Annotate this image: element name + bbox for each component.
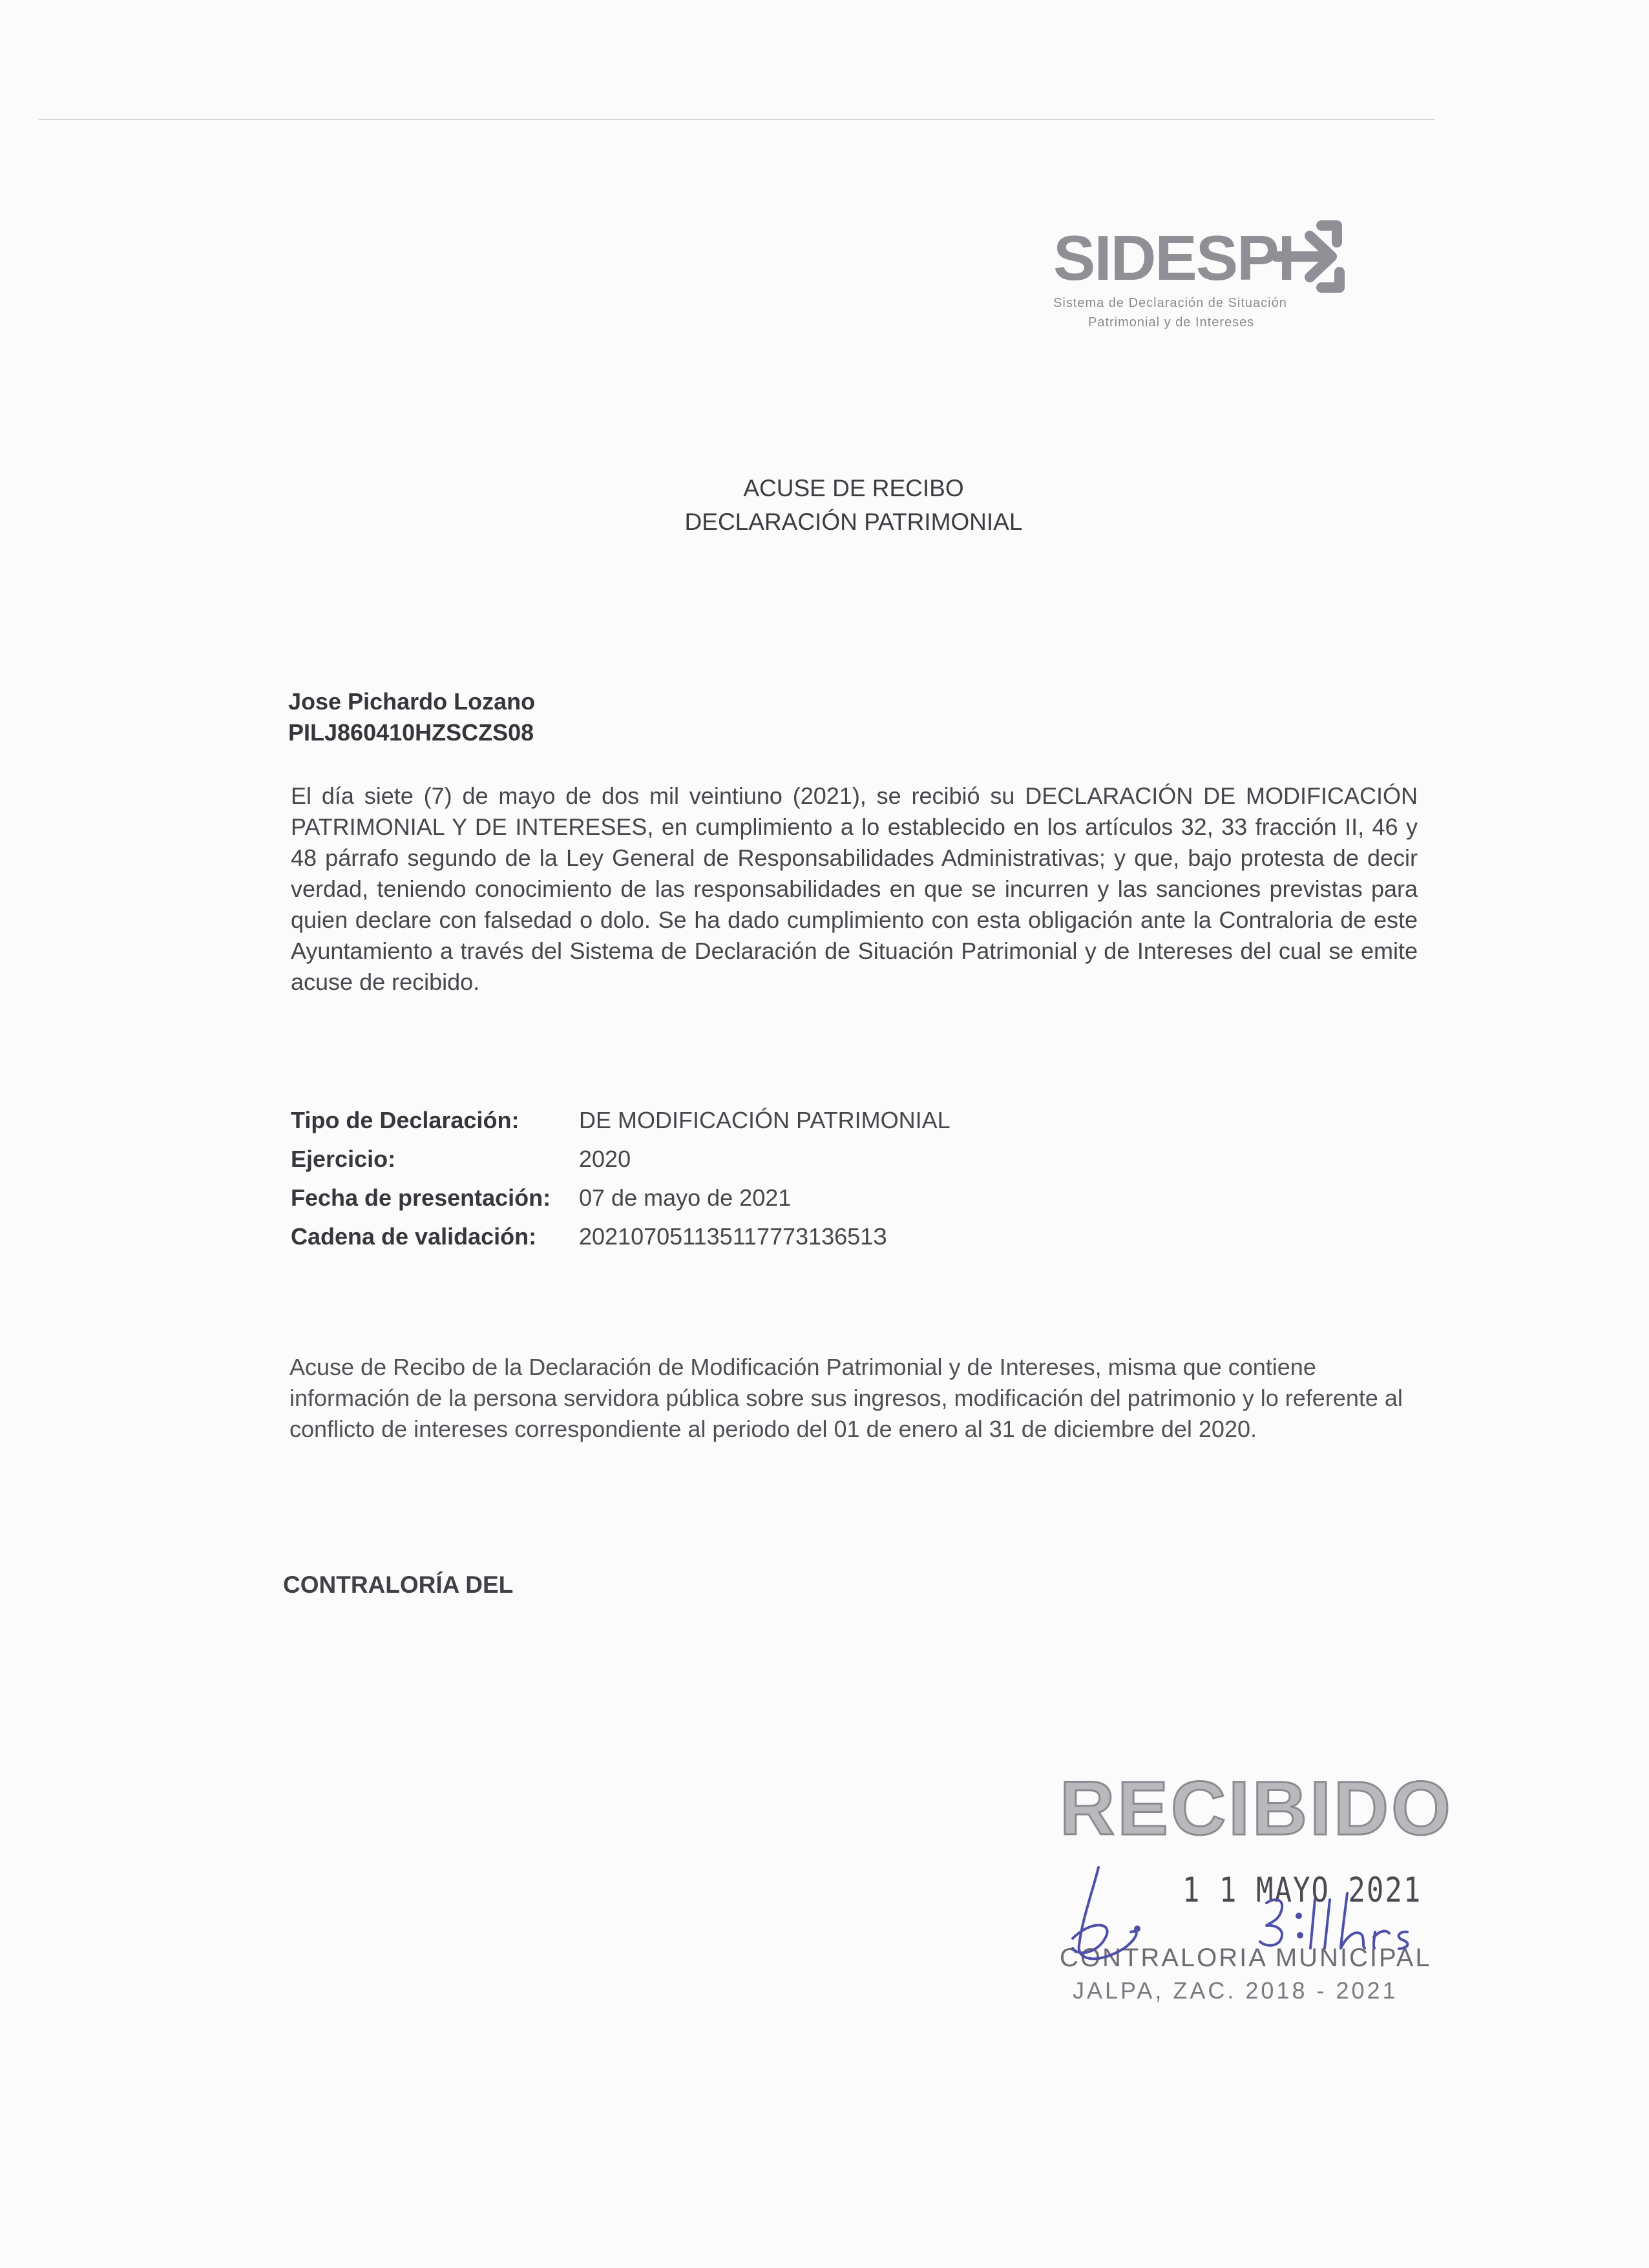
detail-row-tipo xyxy=(291,1101,951,1140)
logo-subtitle-line2: Patrimonial y de Intereses xyxy=(1088,315,1255,330)
office-label: CONTRALORÍA DEL xyxy=(283,1571,514,1598)
stamp-office-line: CONTRALORIA MUNICIPAL xyxy=(1060,1944,1432,1972)
detail-value: DE MODIFICACIÓN PATRIMONIAL xyxy=(579,1107,951,1133)
declaration-details xyxy=(291,1101,951,1256)
stamp-title: RECIBIDO xyxy=(1060,1766,1453,1851)
recipient-id: PILJ860410HZSCZS08 xyxy=(288,719,534,746)
logo-arrow-icon xyxy=(1270,216,1354,294)
detail-value: 2020 xyxy=(579,1146,631,1172)
logo-wordmark: SIDESPI xyxy=(1053,222,1294,293)
header-line1: ACUSE DE RECIBO xyxy=(743,475,964,501)
recipient-block xyxy=(288,686,535,748)
stamp-date: 1 1 MAYO 2021 xyxy=(1182,1870,1422,1911)
detail-label: Ejercicio: xyxy=(291,1146,396,1172)
detail-value: 20210705113511777313651З xyxy=(579,1223,887,1250)
stamp-location-line: JALPA, ZAC. 2018 - 2021 xyxy=(1073,1977,1398,2004)
logo-subtitle-line1: Sistema de Declaración de Situación xyxy=(1053,296,1287,310)
sidespi-logo xyxy=(1047,213,1357,342)
detail-value: 07 de mayo de 2021 xyxy=(579,1184,792,1211)
closing-paragraph: Acuse de Recibo de la Declaración de Modificación Patrimonial y de Intereses, misma que contiene información de la persona servidora pública sobre sus ingresos, modificación del patrimonio y lo referente al conflicto de intereses correspondiente al periodo del 01 de enero al 31 de diciembre del 2020. xyxy=(289,1354,1403,1442)
header-line2: DECLARACIÓN PATRIMONIAL xyxy=(684,509,1023,535)
detail-label: Tipo de Declaración: xyxy=(291,1107,520,1133)
detail-label: Cadena de validación: xyxy=(291,1223,537,1250)
received-stamp xyxy=(1053,1766,1453,2016)
detail-row-ejercicio xyxy=(291,1140,951,1179)
top-divider xyxy=(39,119,1434,120)
detail-row-cadena xyxy=(291,1217,951,1256)
recipient-name: Jose Pichardo Lozano xyxy=(288,688,536,715)
body-paragraph: El día siete (7) de mayo de dos mil veintiuno (2021), se recibió su DECLARACIÓN DE MODIFICACIÓN PATRIMONIAL Y DE INTERESES, en cumplimiento a lo establecido en los artículos 32, 33 fracción II, 46 y 48 párrafo segundo de la Ley General de Responsabilidades Administrativas; y que, bajo protesta de decir verdad, teniendo conocimiento de las responsabilidades en que se incurren y las sanciones previstas para quien declare con falsedad o dolo. Se ha dado cumplimiento con esta obligación ante la Contraloria de este Ayuntamiento a través del Sistema de Declaración de Situación Patrimonial y de Intereses del cual se emite acuse de recibido. xyxy=(291,782,1418,995)
detail-row-fecha xyxy=(291,1179,951,1217)
detail-label: Fecha de presentación: xyxy=(291,1184,551,1211)
document-header xyxy=(0,472,1649,539)
